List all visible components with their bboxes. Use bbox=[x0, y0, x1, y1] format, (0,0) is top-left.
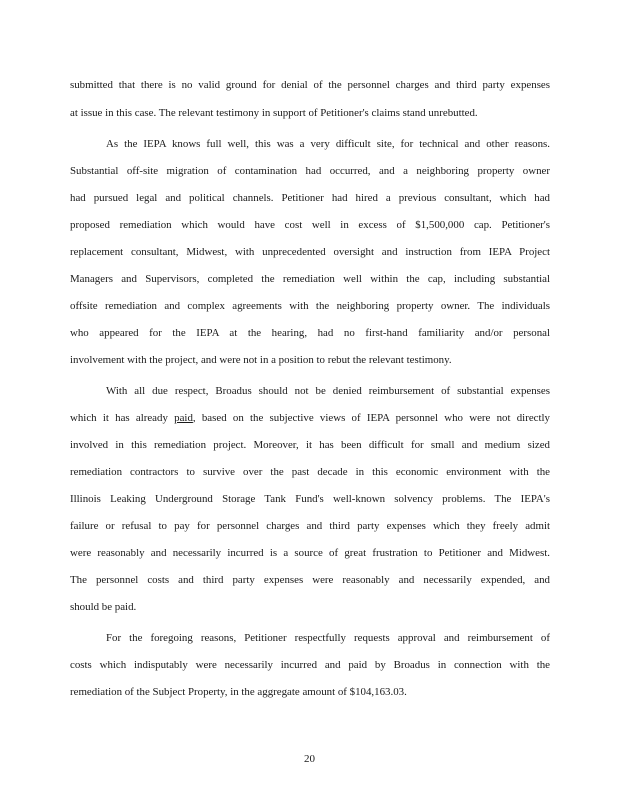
body-text-line: were reasonably and necessarily incurred is a source of great frustration to Petitioner and Midwest. bbox=[70, 547, 550, 559]
body-text-line: should be paid. bbox=[70, 601, 137, 613]
body-text-line: involved in this remediation project. Moreover, it has been difficult for small and medium sized bbox=[70, 439, 550, 451]
body-text-line: For the foregoing reasons, Petitioner respectfully requests approval and reimbursement of bbox=[106, 632, 550, 644]
body-text-line bbox=[70, 411, 550, 425]
underlined-word: paid bbox=[174, 412, 193, 424]
body-text-line: Substantial off-site migration of contamination had occurred, and a neighboring property owner bbox=[70, 165, 550, 177]
body-text-line: costs which indisputably were necessarily incurred and paid by Broadus in connection with the bbox=[70, 659, 550, 671]
body-text-line: had pursued legal and political channels. Petitioner had hired a previous consultant, which had bbox=[70, 192, 550, 204]
body-text-line: Illinois Leaking Underground Storage Tank Fund's well-known solvency problems. The IEPA's bbox=[70, 493, 550, 505]
body-text-line: replacement consultant, Midwest, with unprecedented oversight and instruction from IEPA Project bbox=[70, 246, 550, 258]
body-text-line: involvement with the project, and were not in a position to rebut the relevant testimony. bbox=[70, 354, 452, 366]
text-run: which it has already bbox=[70, 412, 175, 424]
body-text-line: With all due respect, Broadus should not be denied reimbursement of substantial expenses bbox=[106, 385, 550, 397]
body-text-line: As the IEPA knows full well, this was a very difficult site, for technical and other reasons. bbox=[106, 138, 550, 150]
body-text-line: remediation of the Subject Property, in the aggregate amount of $104,163.03. bbox=[70, 686, 407, 698]
body-text-line: who appeared for the IEPA at the hearing, had no first-hand familiarity and/or personal bbox=[70, 327, 550, 339]
body-text-line: submitted that there is no valid ground for denial of the personnel charges and third party expenses bbox=[70, 79, 550, 91]
body-text-line: at issue in this case. The relevant testimony in support of Petitioner's claims stand unrebutted. bbox=[70, 107, 478, 119]
body-text-line: Managers and Supervisors, completed the remediation well within the cap, including substantial bbox=[70, 273, 550, 285]
body-text-line: offsite remediation and complex agreements with the neighboring property owner. The individuals bbox=[70, 300, 550, 312]
body-text-line: failure or refusal to pay for personnel charges and third party expenses which they freely admit bbox=[70, 520, 550, 532]
body-text-line: remediation contractors to survive over the past decade in this economic environment with the bbox=[70, 466, 550, 478]
page-number: 20 bbox=[304, 753, 315, 765]
body-text-line: The personnel costs and third party expenses were reasonably and necessarily expended, and bbox=[70, 574, 550, 586]
body-text-line: proposed remediation which would have cost well in excess of $1,500,000 cap. Petitioner's bbox=[70, 219, 550, 231]
text-run: , based on the subjective views of IEPA personnel who were not directly bbox=[192, 412, 550, 424]
